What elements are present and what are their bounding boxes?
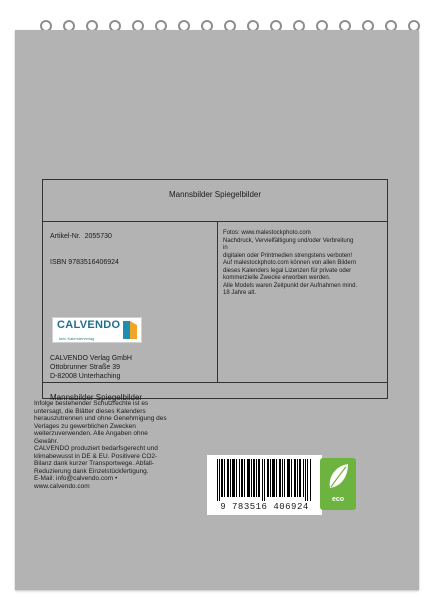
note-line: Reduzierung dank Einzelstückfertigung. (34, 467, 149, 475)
note-line: E-Mail: info@calvendo.com • (34, 475, 118, 482)
credit-line: Fotos: www.malestockphoto.com (223, 230, 311, 236)
credit-line: digitalen oder Printmedien strengstens verboten! (223, 252, 353, 259)
logo-tagline: kein Kalenderverlag (59, 336, 95, 341)
note-line: Verlages zu gewerblichen Zwecken (34, 422, 136, 430)
isbn (50, 258, 119, 267)
row-divider (43, 382, 387, 383)
publisher-line: D-82008 Unterhaching (50, 373, 121, 380)
note-line: klimabewusst in DE & EU. Positivere CO2- (34, 452, 158, 460)
article-label: Artikel-Nr. (50, 233, 81, 240)
lower-title: Mannsbilder Spiegelbilder (50, 393, 143, 402)
publisher-line: Ottobrunner Straße 39 (50, 364, 121, 371)
isbn-value: 9783516406924 (68, 259, 119, 266)
eco-label: eco (331, 496, 345, 503)
publisher-address (50, 354, 132, 381)
column-divider (217, 222, 218, 382)
logo-wordmark: CALVENDO (57, 319, 121, 331)
article-number (50, 232, 112, 241)
header-title: Mannsbilder Spiegelbilder (168, 190, 262, 199)
credit-line: dieses Kalenders legal Lizenzen für private oder (223, 267, 352, 274)
note-line: untersagt, die Blätter dieses Kalenders (34, 407, 146, 415)
credit-line: in (223, 245, 228, 251)
photo-credits (223, 230, 383, 298)
logo-mark-icon (123, 321, 137, 339)
credit-line: Nachdruck, Vervielfältigung und/oder Verbreitung (223, 237, 354, 244)
isbn-label: ISBN (50, 259, 67, 266)
note-line: Infolge bestehender Schutzrechte ist es (34, 400, 149, 407)
legal-notes (34, 400, 206, 490)
barcode-digits: 9 783516 406924 (220, 502, 309, 512)
credit-line: kommerzielle Zwecke erworben werden. (223, 275, 331, 281)
credit-line: Auf malestockphoto.com können von allen Bildern (223, 260, 357, 266)
note-line: www.calvendo.com (34, 482, 90, 490)
barcode-bars (217, 459, 312, 501)
eco-badge (320, 458, 356, 510)
calvendo-logo (52, 317, 142, 343)
note-line: herauszutrennen und ohne Genehmigung des (34, 415, 167, 422)
article-value: 2055730 (84, 233, 112, 240)
note-line: weiterzuverwenden. Alle Angaben ohne (34, 430, 148, 437)
note-line: Gewähr. (34, 437, 59, 445)
credit-line: Alle Models waren Zeitpunkt der Aufnahmen mind. (223, 282, 358, 289)
isbn-barcode (207, 455, 322, 515)
leaf-icon (326, 462, 350, 492)
credit-line: 18 Jahre alt. (223, 290, 257, 296)
note-line: CALVENDO produziert bedarfsgerecht und (34, 445, 158, 452)
info-frame (42, 179, 388, 402)
title-row (43, 180, 387, 222)
publisher-line: CALVENDO Verlag GmbH (50, 355, 132, 362)
note-line: Bilanz dank kurzer Transportwege. Abfall- (34, 460, 154, 467)
